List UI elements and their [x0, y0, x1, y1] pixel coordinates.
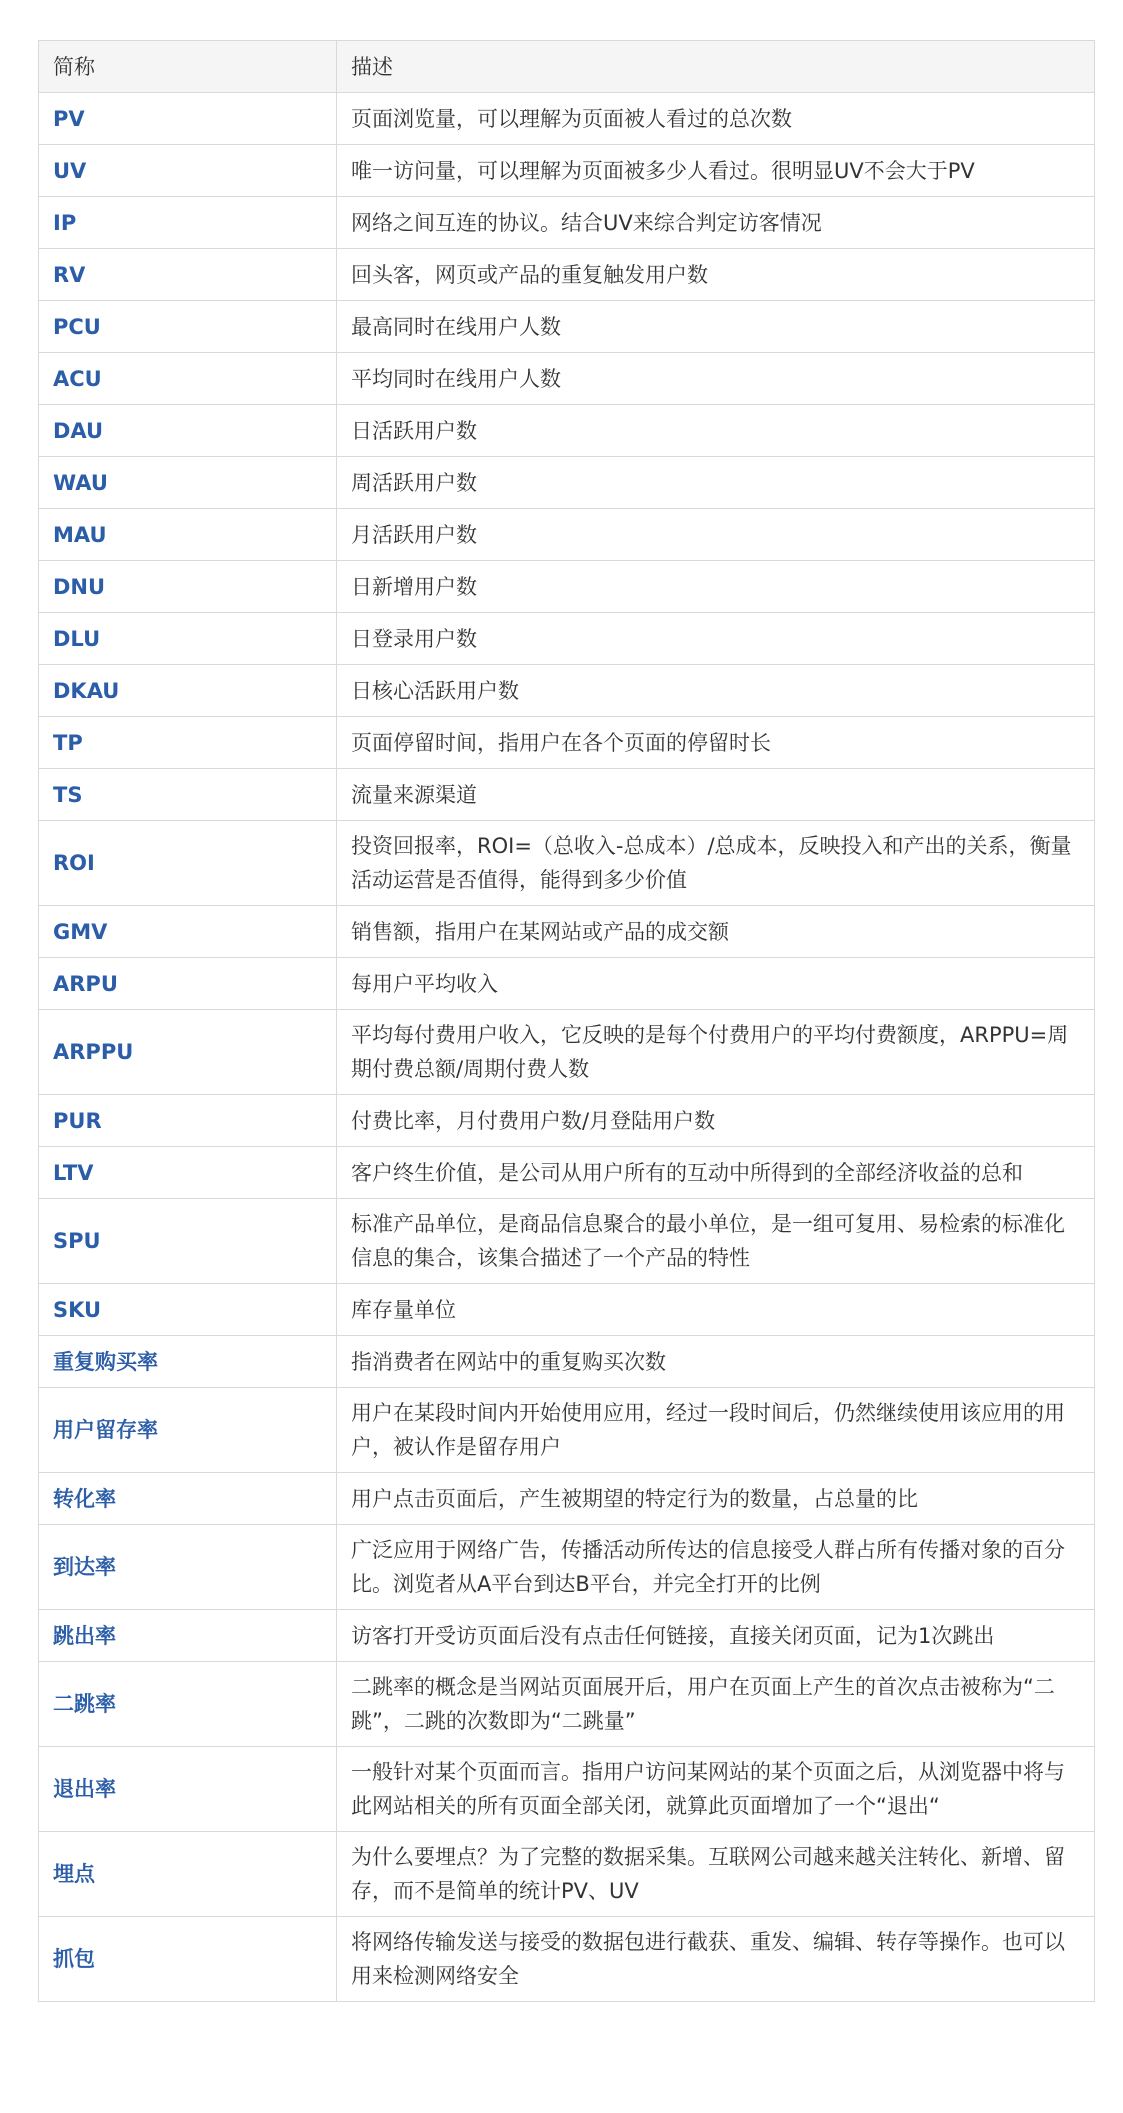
term-cell: DKAU — [39, 665, 337, 717]
table-row — [39, 561, 1095, 613]
table-row — [39, 1010, 1095, 1095]
table-row — [39, 301, 1095, 353]
term-cell: 到达率 — [39, 1525, 337, 1610]
description-cell: 指消费者在网站中的重复购买次数 — [337, 1336, 1095, 1388]
description-cell: 平均同时在线用户人数 — [337, 353, 1095, 405]
table-row — [39, 93, 1095, 145]
table-row — [39, 769, 1095, 821]
table-row — [39, 1095, 1095, 1147]
header-abbreviation: 简称 — [39, 41, 337, 93]
description-cell: 二跳率的概念是当网站页面展开后，用户在页面上产生的首次点击被称为“二跳”，二跳的次数即为“二跳量” — [337, 1662, 1095, 1747]
description-cell: 库存量单位 — [337, 1284, 1095, 1336]
term-cell: SKU — [39, 1284, 337, 1336]
term-cell: PCU — [39, 301, 337, 353]
table-row — [39, 1832, 1095, 1917]
term-cell: DNU — [39, 561, 337, 613]
term-cell: DLU — [39, 613, 337, 665]
header-description: 描述 — [337, 41, 1095, 93]
table-row — [39, 613, 1095, 665]
table-row — [39, 1610, 1095, 1662]
description-cell: 页面停留时间，指用户在各个页面的停留时长 — [337, 717, 1095, 769]
glossary-table — [38, 40, 1095, 2002]
description-cell: 访客打开受访页面后没有点击任何链接，直接关闭页面，记为1次跳出 — [337, 1610, 1095, 1662]
term-cell: LTV — [39, 1147, 337, 1199]
table-row — [39, 509, 1095, 561]
description-cell: 唯一访问量，可以理解为页面被多少人看过。很明显UV不会大于PV — [337, 145, 1095, 197]
description-cell: 月活跃用户数 — [337, 509, 1095, 561]
table-row — [39, 1336, 1095, 1388]
description-cell: 付费比率，月付费用户数/月登陆用户数 — [337, 1095, 1095, 1147]
table-row — [39, 197, 1095, 249]
term-cell: RV — [39, 249, 337, 301]
description-cell: 将网络传输发送与接受的数据包进行截获、重发、编辑、转存等操作。也可以用来检测网络安全 — [337, 1917, 1095, 2002]
description-cell: 日活跃用户数 — [337, 405, 1095, 457]
term-cell: PV — [39, 93, 337, 145]
term-cell: 退出率 — [39, 1747, 337, 1832]
description-cell: 标准产品单位，是商品信息聚合的最小单位，是一组可复用、易检索的标准化信息的集合，该集合描述了一个产品的特性 — [337, 1199, 1095, 1284]
table-row — [39, 457, 1095, 509]
description-cell: 用户在某段时间内开始使用应用，经过一段时间后，仍然继续使用该应用的用户，被认作是留存用户 — [337, 1388, 1095, 1473]
term-cell: 埋点 — [39, 1832, 337, 1917]
table-row — [39, 1473, 1095, 1525]
table-row — [39, 1525, 1095, 1610]
term-cell: 用户留存率 — [39, 1388, 337, 1473]
description-cell: 回头客，网页或产品的重复触发用户数 — [337, 249, 1095, 301]
glossary-table-container — [38, 40, 1094, 2002]
description-cell: 每用户平均收入 — [337, 958, 1095, 1010]
table-row — [39, 958, 1095, 1010]
description-cell: 广泛应用于网络广告，传播活动所传达的信息接受人群占所有传播对象的百分比。浏览者从A平台到达B平台，并完全打开的比例 — [337, 1525, 1095, 1610]
term-cell: 跳出率 — [39, 1610, 337, 1662]
description-cell: 投资回报率，ROI=（总收入-总成本）/总成本，反映投入和产出的关系，衡量活动运营是否值得，能得到多少价值 — [337, 821, 1095, 906]
term-cell: IP — [39, 197, 337, 249]
table-row — [39, 353, 1095, 405]
table-row — [39, 1747, 1095, 1832]
description-cell: 日核心活跃用户数 — [337, 665, 1095, 717]
term-cell: ACU — [39, 353, 337, 405]
table-row — [39, 717, 1095, 769]
term-cell: WAU — [39, 457, 337, 509]
term-cell: DAU — [39, 405, 337, 457]
term-cell: MAU — [39, 509, 337, 561]
table-body — [39, 93, 1095, 2002]
table-row — [39, 906, 1095, 958]
term-cell: 转化率 — [39, 1473, 337, 1525]
table-row — [39, 1284, 1095, 1336]
term-cell: GMV — [39, 906, 337, 958]
description-cell: 为什么要埋点？为了完整的数据采集。互联网公司越来越关注转化、新增、留存，而不是简单的统计PV、UV — [337, 1832, 1095, 1917]
table-row — [39, 249, 1095, 301]
description-cell: 日新增用户数 — [337, 561, 1095, 613]
term-cell: PUR — [39, 1095, 337, 1147]
table-row — [39, 1388, 1095, 1473]
table-row — [39, 821, 1095, 906]
description-cell: 客户终生价值，是公司从用户所有的互动中所得到的全部经济收益的总和 — [337, 1147, 1095, 1199]
description-cell: 最高同时在线用户人数 — [337, 301, 1095, 353]
table-row — [39, 145, 1095, 197]
term-cell: 二跳率 — [39, 1662, 337, 1747]
term-cell: TS — [39, 769, 337, 821]
term-cell: 抓包 — [39, 1917, 337, 2002]
description-cell: 周活跃用户数 — [337, 457, 1095, 509]
term-cell: ARPPU — [39, 1010, 337, 1095]
description-cell: 平均每付费用户收入，它反映的是每个付费用户的平均付费额度，ARPPU=周期付费总额/周期付费人数 — [337, 1010, 1095, 1095]
term-cell: SPU — [39, 1199, 337, 1284]
term-cell: ARPU — [39, 958, 337, 1010]
table-row — [39, 1147, 1095, 1199]
term-cell: TP — [39, 717, 337, 769]
table-header-row — [39, 41, 1095, 93]
description-cell: 网络之间互连的协议。结合UV来综合判定访客情况 — [337, 197, 1095, 249]
term-cell: UV — [39, 145, 337, 197]
description-cell: 日登录用户数 — [337, 613, 1095, 665]
description-cell: 销售额，指用户在某网站或产品的成交额 — [337, 906, 1095, 958]
description-cell: 用户点击页面后，产生被期望的特定行为的数量，占总量的比 — [337, 1473, 1095, 1525]
term-cell: 重复购买率 — [39, 1336, 337, 1388]
table-row — [39, 665, 1095, 717]
description-cell: 一般针对某个页面而言。指用户访问某网站的某个页面之后，从浏览器中将与此网站相关的所有页面全部关闭，就算此页面增加了一个“退出“ — [337, 1747, 1095, 1832]
description-cell: 流量来源渠道 — [337, 769, 1095, 821]
table-row — [39, 1199, 1095, 1284]
table-row — [39, 405, 1095, 457]
description-cell: 页面浏览量，可以理解为页面被人看过的总次数 — [337, 93, 1095, 145]
table-row — [39, 1662, 1095, 1747]
table-row — [39, 1917, 1095, 2002]
term-cell: ROI — [39, 821, 337, 906]
